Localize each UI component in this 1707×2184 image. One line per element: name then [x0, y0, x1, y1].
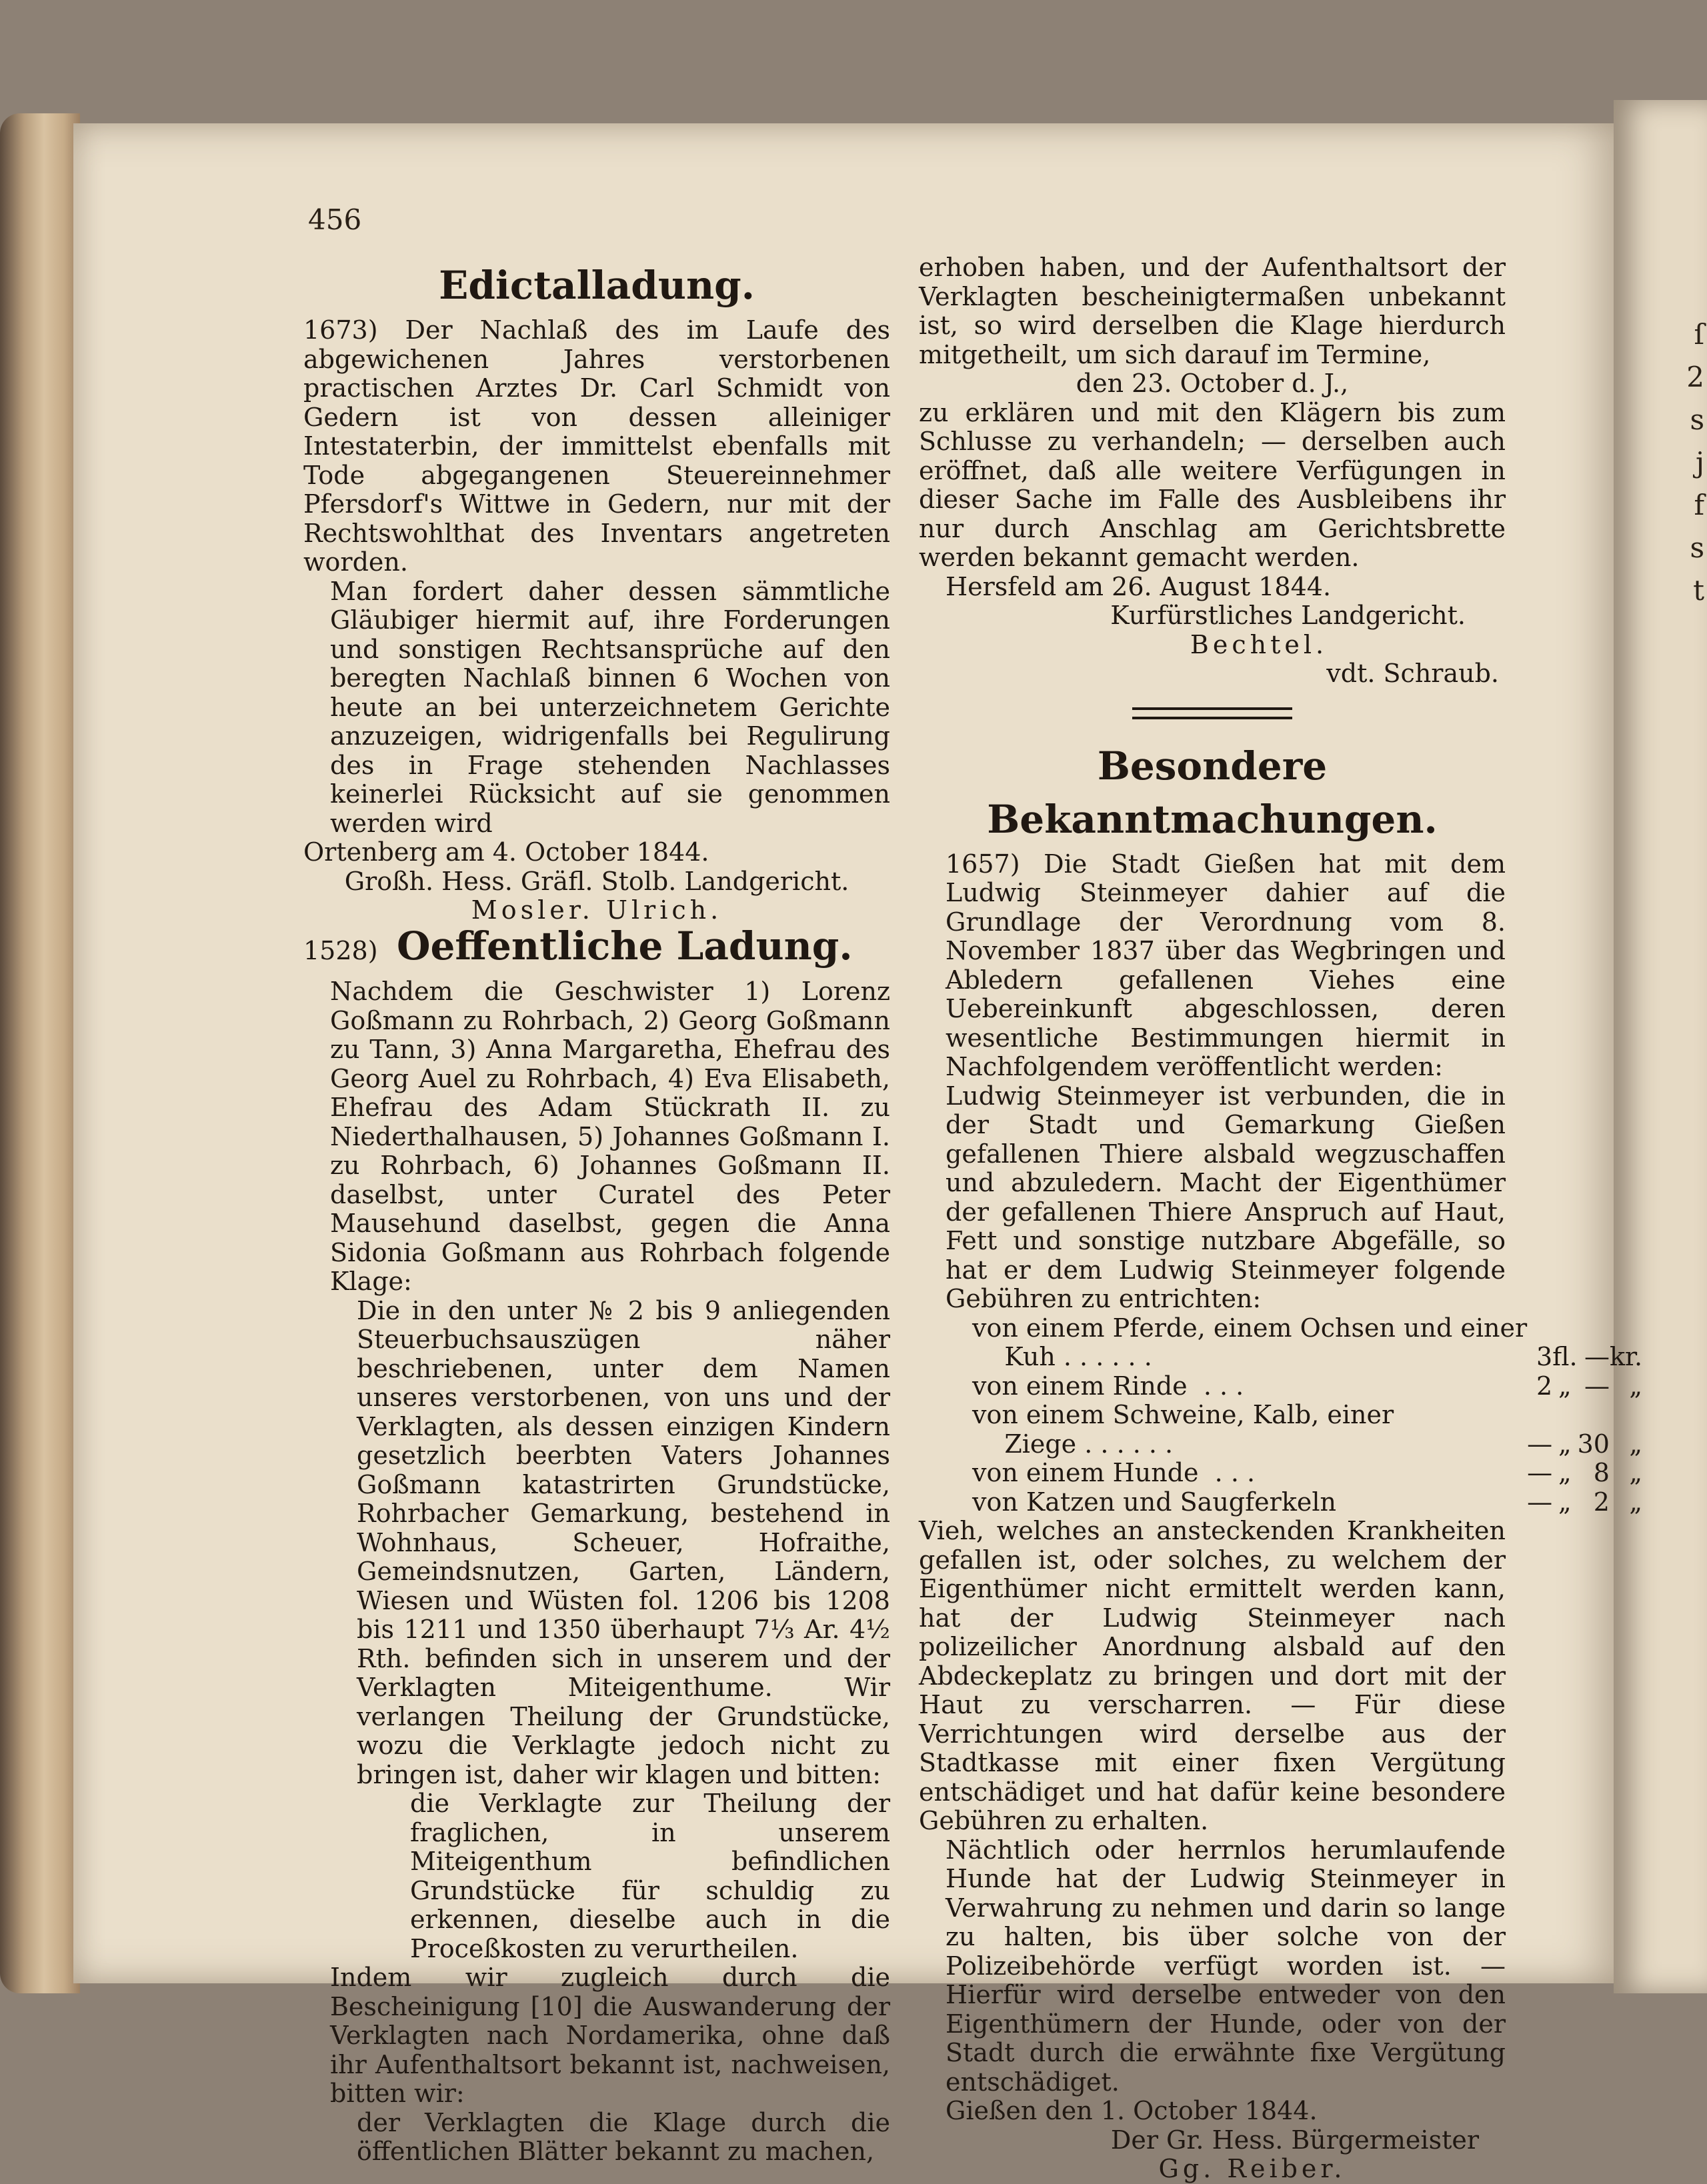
fee-description: Ziege . . . . . . [972, 1429, 1174, 1459]
fee-description: von einem Schweine, Kalb, einer [972, 1400, 1394, 1429]
summons-continuation [919, 253, 1506, 689]
edict-court: Großh. Hess. Gräfl. Stolb. Landgericht. [344, 866, 849, 896]
fee-kreuzer-unit: „ [1629, 1458, 1643, 1487]
summons-paragraph-1: Nachdem die Geschwister 1) Lorenz Goßmann zu Rohrbach, 2) Georg Goßmann zu Tann, 3) Anna Margaretha, Ehefrau des Georg Auel zu Rohrbach, 4) Eva Elisabeth, Ehefrau des Adam Stückrath II. zu Niederthalhausen, 5) Johannes Goßmann I. zu Rohrbach, 6) Johannes Goßmann II. daselbst, unter Curatel des Peter Mausehund daselbst, gegen die Anna Sidonia Goßmann aus Rohrbach folgende Klage: [330, 977, 890, 1296]
edict-date: Ortenberg am 4. October 1844. [303, 837, 709, 867]
fee-kreuzer: 30 [1577, 1429, 1610, 1459]
edict-heading: Edictalladung. [439, 263, 755, 308]
fee-table [919, 1314, 1642, 1517]
summons-heading: Oeffentliche Ladung. [397, 923, 853, 969]
fee-kreuzer-unit: „ [1629, 1429, 1643, 1459]
special-office: Der Gr. Hess. Bürgermeister [1110, 2125, 1479, 2155]
special-date: Gießen den 1. October 1844. [946, 2096, 1318, 2125]
special-announcements-section [919, 739, 1643, 2184]
summons-section [303, 923, 890, 2167]
fee-kreuzer: — [1584, 1342, 1610, 1371]
summons-paragraph-3: die Verklagte zur Theilung der fraglichen, in unserem Miteigenthum befindlichen Grundstücke für schuldig zu erkennen, dieselbe auch in die Proceßkosten zu verurtheilen. [410, 1789, 890, 1963]
special-paragraph-4: Nächtlich oder herrnlos herumlaufende Hunde hat der Ludwig Steinmeyer in Verwahrung zu nehmen und darin so lange zu halten, bis über solche von der Polizeibehörde verfügt worden ist. — Hierfür wird derselbe entweder von den Eigenthümern der Hunde, oder von der Stadt durch die erwähnte fixe Vergütung entschädiget. [946, 1835, 1506, 2097]
page-number: 456 [308, 203, 362, 236]
fee-florin: 3 [1536, 1342, 1553, 1371]
summons-paragraph-2: Die in den unter № 2 bis 9 anliegenden Steuerbuchsauszügen näher beschriebenen, unter dem Namen unseres verstorbenen, von uns und der Verklagten, als dessen einzigen Kindern gesetzlich beerbten Vaters Johannes Goßmann katastrirten Grundstücke, Rohrbacher Gemarkung, bestehend in Wohnhaus, Scheuer, Hofraithe, Gemeindsnutzen, Garten, Ländern, Wiesen und Wüsten fol. 1206 bis 1208 bis 1211 und 1350 überhaupt 7⅓ Ar. 4½ Rth. befinden sich in unserem und der Verklagten Miteigenthume. Wir verlangen Theilung der Grundstücke, wozu die Verklagte jedoch nicht zu bringen ist, daher wir klagen und bitten: [357, 1295, 890, 1789]
fee-row [919, 1401, 1642, 1430]
continuation-place-date: Hersfeld am 26. August 1844. [946, 571, 1332, 601]
summons-heading-row [303, 923, 890, 969]
special-signature: Gg. Reiber. [1158, 2154, 1346, 2183]
fee-description: von einem Hunde . . . [972, 1458, 1256, 1487]
fee-florin-unit: „ [1558, 1487, 1572, 1517]
fee-florin-unit: „ [1558, 1429, 1572, 1459]
fee-florin-unit: „ [1558, 1371, 1572, 1401]
fee-description: von Katzen und Saugferkeln [972, 1487, 1336, 1517]
fee-row [919, 1459, 1642, 1488]
fee-kreuzer [1578, 1401, 1610, 1430]
fee-kreuzer-unit: „ [1629, 1487, 1643, 1517]
fee-florin: 2 [1536, 1371, 1553, 1401]
fee-florin [1527, 1401, 1552, 1430]
fee-row [919, 1488, 1642, 1517]
next-page-edge [1614, 100, 1707, 1993]
fee-kreuzer-unit [1610, 1314, 1642, 1343]
fee-florin-unit: „ [1558, 1458, 1572, 1487]
next-page-glyphs: ſ 2 s j f s t [1686, 318, 1704, 607]
fee-kreuzer: — [1584, 1371, 1610, 1401]
fee-florin-unit [1552, 1314, 1577, 1343]
fee-kreuzer-unit: kr. [1609, 1342, 1643, 1371]
summons-number: 1528) [303, 935, 378, 965]
right-column [919, 253, 1643, 2184]
fee-description: Kuh . . . . . . [972, 1342, 1152, 1371]
fee-description: von einem Pferde, einem Ochsen und einer [972, 1313, 1528, 1343]
fee-kreuzer [1578, 1314, 1610, 1343]
fee-kreuzer: 2 [1593, 1487, 1610, 1517]
special-paragraph-2: Ludwig Steinmeyer ist verbunden, die in der Stadt und Gemarkung Gießen gefallenen Thiere alsbald wegzuschaffen und abzuledern. Macht der Eigenthümer der gefallenen Thiere Anspruch auf Haut, Fett und sonstige nutzbare Abgefälle, so hat er dem Ludwig Steinmeyer folgende Gebühren zu entrichten: [946, 1081, 1506, 1313]
continuation-paragraph-1: erhoben haben, und der Aufenthaltsort der Verklagten bescheinigtermaßen unbekannt ist, so wird derselben die Klage hierdurch mitgetheilt, um sich darauf im Termine, [919, 253, 1506, 369]
fee-row [919, 1343, 1642, 1372]
edict-paragraph-2: Man fordert daher dessen sämmtliche Gläubiger hiermit auf, ihre Forderungen und sonstigen Rechtsansprüche auf den beregten Nachlaß binnen 6 Wochen von heute an bei unterzeichnetem Gerichte anzuzeigen, widrigenfalls bei Regulirung des in Frage stehenden Nachlasses keinerlei Rücksicht auf sie genommen werden wird [330, 576, 890, 838]
continuation-judge: Bechtel. [1190, 629, 1328, 659]
summons-paragraph-4: Indem wir zugleich durch die Bescheinigung [10] die Auswanderung der Verklagten nach Nordamerika, ohne daß ihr Aufenthaltsort bekannt ist, nachweisen, bitten wir: [330, 1963, 890, 2108]
fee-florin: — [1527, 1429, 1553, 1459]
fee-row [919, 1372, 1642, 1401]
fee-florin [1527, 1314, 1552, 1343]
fee-florin-unit [1552, 1401, 1577, 1430]
fee-kreuzer: 8 [1593, 1458, 1610, 1487]
edict-paragraph-1: 1673) Der Nachlaß des im Laufe des abgewichenen Jahres verstorbenen practischen Arztes Dr. Carl Schmidt von Gedern ist von dessen alleiniger Intestaterbin, der immittelst ebenfalls mit Tode abgegangenen Steuereinnehmer Pfersdorf's Wittwe in Gedern, nur mit der Rechtswohlthat des Inventars angetreten worden. [303, 315, 890, 577]
fee-row [919, 1430, 1642, 1459]
special-paragraph-1: 1657) Die Stadt Gießen hat mit dem Ludwig Steinmeyer dahier auf die Grundlage der Verordnung vom 8. November 1837 über das Wegbringen und Abledern gefallenen Viehes eine Uebereinkunft abgeschlossen, deren wesentliche Bestimmungen hiermit in Nachfolgendem veröffentlicht werden: [946, 849, 1506, 1081]
fee-row [919, 1314, 1642, 1343]
edict-section [303, 259, 890, 925]
fee-description: von einem Rinde . . . [972, 1371, 1244, 1401]
left-column [303, 253, 890, 2167]
section-divider [1132, 707, 1292, 719]
special-heading: Besondere Bekanntmachungen. [987, 743, 1438, 842]
fee-kreuzer-unit [1610, 1401, 1642, 1430]
fee-florin: — [1527, 1458, 1553, 1487]
continuation-term-date: den 23. October d. J., [1076, 369, 1349, 398]
special-paragraph-3: Vieh, welches an ansteckenden Krankheiten gefallen ist, oder solches, zu welchem der Eigenthümer nicht ermittelt werden kann, hat der Ludwig Steinmeyer nach polizeilicher Anordnung alsbald auf den Abdeckeplatz zu bringen und dort mit der Haut zu verscharren. — Für diese Verrichtungen wird derselbe aus der Stadtkasse mit einer fixen Vergütung entschädiget und hat dafür keine besondere Gebühren zu erhalten. [919, 1516, 1506, 1835]
continuation-court: Kurfürstliches Landgericht. [1110, 601, 1466, 630]
fee-kreuzer-unit: „ [1629, 1371, 1643, 1401]
fee-florin: — [1527, 1487, 1553, 1517]
book-page-edges [0, 113, 80, 1993]
summons-paragraph-5: der Verklagten die Klage durch die öffentlichen Blätter bekannt zu machen, [357, 2107, 890, 2166]
continuation-paragraph-2: zu erklären und mit den Klägern bis zum Schlusse zu verhandeln; — derselben auch eröffnet, daß alle weitere Verfügungen in dieser Sache im Falle des Ausbleibens ihr nur durch Anschlag am Gerichtsbrette werden bekannt gemacht werden. [919, 397, 1506, 572]
edict-signature: Mosler. Ulrich. [471, 895, 723, 925]
continuation-vdt: vdt. Schraub. [1326, 659, 1499, 688]
fee-florin-unit: fl. [1552, 1342, 1578, 1371]
